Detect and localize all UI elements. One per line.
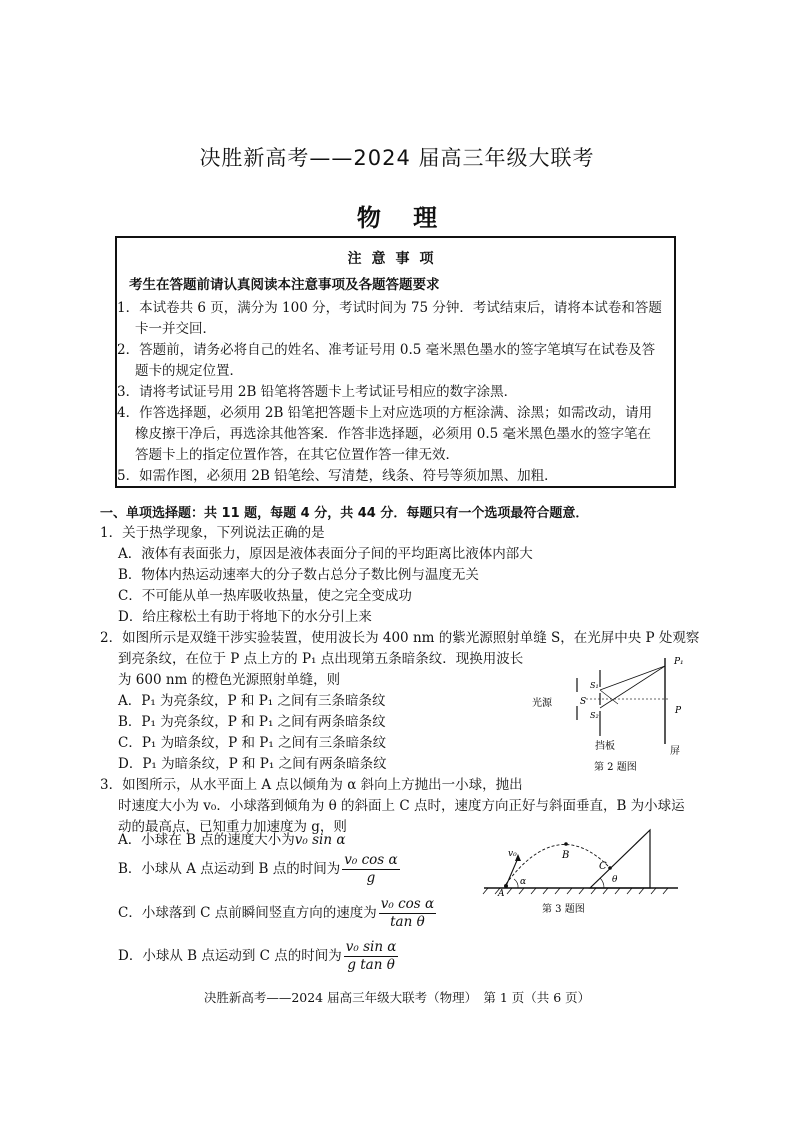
notice-line: 4．作答选择题，必须用 2B 铅笔把答题卡上对应选项的方框涂满、涂黑；如需改动，请用 bbox=[117, 405, 653, 421]
notice-line: 3．请将考试证号用 2B 铅笔将答题卡上考试证号相应的数字涂黑． bbox=[117, 384, 518, 400]
q3-option-c-text: C．小球落到 C 点前瞬间竖直方向的速度为 bbox=[118, 905, 377, 921]
q1-option-c: C．不可能从单一热库吸收热量，使之完全变成功 bbox=[118, 588, 412, 604]
label-c: C bbox=[599, 861, 607, 872]
q3-stem-3: 动的最高点，已知重力加速度为 g，则 bbox=[118, 819, 347, 835]
notice-line: 2．答题前，请务必将自己的姓名、准考证号用 0.5 毫米黑色墨水的签字笔填写在试卷及答 bbox=[117, 342, 656, 358]
notice-line: 答题卡上的指定位置作答，在其它位置作答一律无效． bbox=[135, 447, 459, 463]
q2-option-d: D．P₁ 为暗条纹，P 和 P₁ 之间有两条暗条纹 bbox=[118, 756, 387, 772]
point-a bbox=[504, 884, 508, 888]
exam-title: 决胜新高考——2024 届高三年级大联考 bbox=[199, 146, 595, 170]
notice-intro: 考生在答题前请认真阅读本注意事项及各题答题要求 bbox=[129, 277, 440, 293]
q3-option-d bbox=[118, 939, 400, 974]
fraction-denominator: tan θ bbox=[390, 914, 425, 930]
q2-stem-1: 2．如图所示是双缝干涉实验装置，使用波长为 400 nm 的紫光源照射单缝 S，在光屏中央 P 处观察 bbox=[100, 630, 700, 646]
subject-title: 物 理 bbox=[356, 204, 438, 232]
q2-stem-2: 到亮条纹，在位于 P 点上方的 P₁ 点出现第五条暗条纹．现换用波长 bbox=[118, 651, 524, 667]
q3-stem-1: 3．如图所示，从水平面上 A 点以倾角为 α 斜向上方抛出一小球，抛出 bbox=[100, 777, 523, 793]
q3-option-b bbox=[118, 852, 402, 887]
q1-option-a: A．液体有表面张力，原因是液体表面分子间的平均距离比液体内部大 bbox=[118, 546, 533, 562]
q3-projectile-figure bbox=[478, 828, 690, 920]
label-v0: v₀ bbox=[508, 849, 517, 859]
label-s2: S₂ bbox=[590, 711, 599, 720]
notice-line: 题卡的规定位置． bbox=[135, 363, 243, 379]
q3-stem-2: 时速度大小为 v₀．小球落到倾角为 θ 的斜面上 C 点时，速度方向正好与斜面垂直，B 为小球运 bbox=[118, 798, 685, 814]
q2-stem-3: 为 600 nm 的橙色光源照射单缝，则 bbox=[118, 672, 341, 688]
fraction-denominator: g tan θ bbox=[347, 957, 395, 973]
page-footer: 决胜新高考——2024 届高三年级大联考（物理） 第 1 页（共 6 页） bbox=[203, 990, 591, 1005]
q3-option-a-expr: v₀ sin α bbox=[294, 832, 346, 848]
q1-option-d: D．给庄稼松土有助于将地下的水分引上来 bbox=[118, 609, 372, 625]
label-alpha: α bbox=[520, 877, 527, 887]
fraction-numerator: v₀ cos α bbox=[380, 896, 435, 912]
point-c bbox=[608, 866, 612, 870]
figure-caption-2: 第 2 题图 bbox=[594, 762, 637, 773]
incline bbox=[590, 830, 650, 888]
q2-double-slit-figure bbox=[528, 648, 698, 776]
label-p1: P₁ bbox=[674, 657, 684, 667]
fraction-numerator: v₀ cos α bbox=[344, 852, 398, 868]
q1-stem: 1．关于热学现象，下列说法正确的是 bbox=[100, 525, 325, 541]
notice-box bbox=[115, 236, 676, 488]
label-s: S bbox=[580, 697, 587, 707]
q1-option-b: B．物体内热运动速率大的分子数占总分子数比例与温度无关 bbox=[118, 567, 479, 583]
label-a: A bbox=[498, 889, 505, 899]
q3-option-b-text: B．小球从 A 点运动到 B 点的时间为 bbox=[118, 861, 341, 877]
q3-option-d-text: D．小球从 B 点运动到 C 点的时间为 bbox=[118, 948, 342, 964]
notice-line: 5．如需作图，必须用 2B 铅笔绘、写清楚，线条、符号等须加黑、加粗． bbox=[117, 468, 558, 484]
section-heading: 一、单项选择题：共 11 题，每题 4 分，共 44 分．每题只有一个选项最符合题意． bbox=[100, 506, 589, 521]
notice-line: 1．本试卷共 6 页，满分为 100 分，考试时间为 75 分钟．考试结束后，请将本试卷和答题 bbox=[117, 300, 662, 316]
q3-option-a bbox=[118, 830, 345, 851]
label-p: P bbox=[675, 706, 682, 716]
label-screen: 屏 bbox=[670, 746, 680, 757]
notice-line: 橡皮擦干净后，再选涂其他答案．作答非选择题，必须用 0.5 毫米黑色墨水的签字笔在 bbox=[135, 426, 652, 442]
q3-option-c-fraction bbox=[379, 896, 436, 931]
label-theta: θ bbox=[612, 875, 618, 885]
ground-hatching bbox=[483, 888, 668, 894]
q3-option-d-fraction bbox=[344, 939, 399, 974]
fraction-numerator: v₀ sin α bbox=[345, 939, 397, 955]
q3-option-a-text: A．小球在 B 点的速度大小为 bbox=[118, 832, 295, 848]
label-b: B bbox=[562, 850, 570, 861]
label-source: 光源 bbox=[532, 698, 552, 709]
q2-option-b: B．P₁ 为亮条纹，P 和 P₁ 之间有两条暗条纹 bbox=[118, 714, 386, 730]
q3-option-c bbox=[118, 896, 438, 931]
fraction-denominator: g bbox=[366, 870, 376, 886]
q2-option-a: A．P₁ 为亮条纹，P 和 P₁ 之间有三条暗条纹 bbox=[118, 693, 386, 709]
notice-line: 卡一并交回． bbox=[135, 321, 216, 337]
q3-option-b-fraction bbox=[342, 852, 399, 887]
figure-caption-3: 第 3 题图 bbox=[542, 904, 585, 915]
label-baffle: 挡板 bbox=[595, 741, 615, 752]
notice-title: 注意事项 bbox=[347, 251, 444, 267]
point-b bbox=[564, 842, 568, 846]
q2-option-c: C．P₁ 为暗条纹，P 和 P₁ 之间有三条暗条纹 bbox=[118, 735, 387, 751]
label-s1: S₁ bbox=[590, 681, 599, 690]
